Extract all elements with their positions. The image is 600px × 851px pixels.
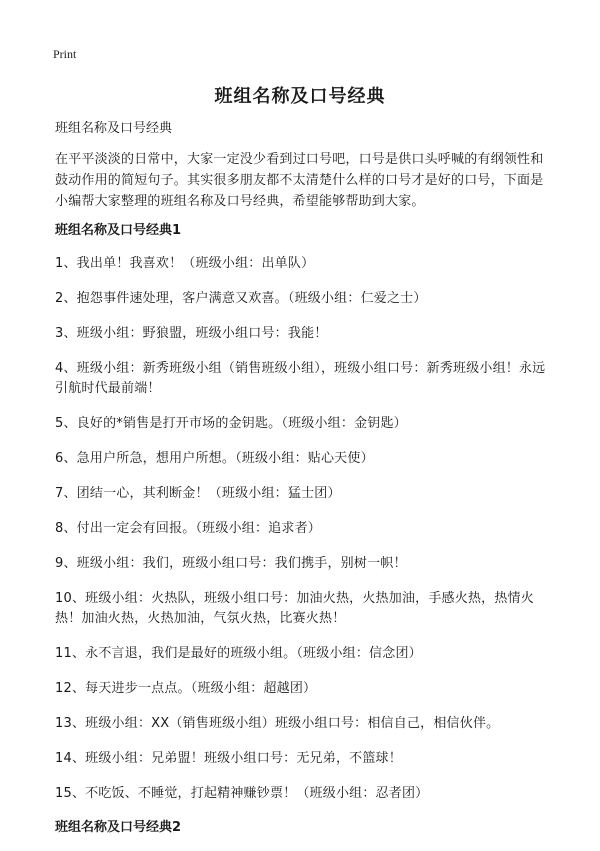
list-item: 6、急用户所急，想用户所想。（班级小组：贴心天使） [55,451,374,466]
page-title: 班组名称及口号经典 [214,86,386,107]
intro-paragraph: 在平平淡淡的日常中，大家一定没少看到过口号吧，口号是供口头呼喊的有纲领性和鼓动作用的简短句子。其实很多朋友都不太清楚什么样的口号才是好的口号，下面是小编帮大家整理的班组名称及口号经典，希望能够帮助到大家。 [55,152,544,209]
list-item: 5、良好的*销售是打开市场的金钥匙。（班级小组：金钥匙） [55,416,407,431]
list-item: 3、班级小组：野狼盟，班级小组口号：我能！ [55,326,328,341]
section-heading-2: 班组名称及口号经典2 [55,820,182,835]
document-body [55,120,555,851]
document-subtitle: 班组名称及口号经典 [55,121,173,136]
list-item: 12、每天进步一点点。（班级小组：超越团） [55,681,317,696]
list-item: 15、不吃饭、不睡觉，打起精神赚钞票！（班级小组：忍者团） [55,786,429,801]
list-item: 11、永不言退，我们是最好的班级小组。（班级小组：信念团） [55,646,422,661]
list-item: 8、付出一定会有回报。（班级小组：追求者） [55,521,321,536]
section-heading-1: 班组名称及口号经典1 [55,223,182,238]
list-item: 9、班级小组：我们，班级小组口号：我们携手，别树一帜！ [55,556,407,571]
list-item: 10、班级小组：火热队，班级小组口号：加油火热，火热加油，手感火热，热情火热！加油火热，火热加油，气氛火热，比赛火热！ [55,591,534,626]
list-item: 13、班级小组：XX（销售班级小组）班级小组口号：相信自己，相信伙伴。 [55,716,500,731]
print-link[interactable]: Print [53,47,77,61]
list-item: 4、班级小组：新秀班级小组（销售班级小组），班级小组口号：新秀班级小组！永远引航时代最前端！ [55,361,546,396]
list-item: 7、团结一心，其利断金！（班级小组：猛士团） [55,486,341,501]
list-item: 1、我出单！我喜欢！（班级小组：出单队） [55,256,315,271]
list-item: 14、班级小组：兄弟盟！班级小组口号：无兄弟，不篮球！ [55,751,402,766]
list-item: 2、抱怨事件速处理，客户满意又欢喜。（班级小组：仁爱之士） [55,291,427,306]
